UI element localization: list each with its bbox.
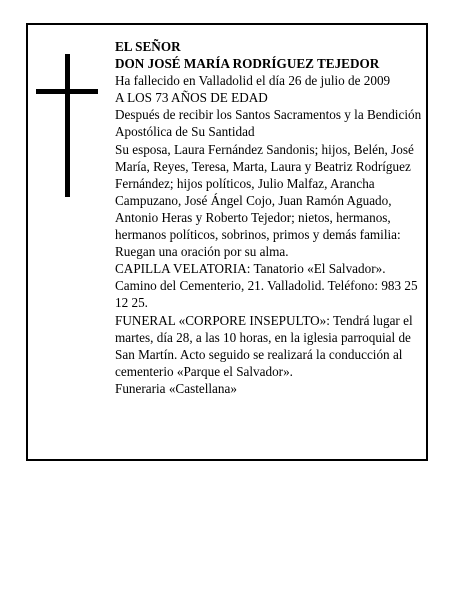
sacraments-text: Después de recibir los Santos Sacramentos y la Bendición Apostólica de Su Santidad <box>115 107 422 140</box>
funeral-home: Funeraria «Castellana» <box>115 380 237 396</box>
death-notice: Ha fallecido en Valladolid el día 26 de julio de 2009 <box>115 73 391 89</box>
latin-cross-icon <box>36 54 98 197</box>
age-at-death: A LOS 73 AÑOS DE EDAD <box>115 90 268 106</box>
funeral-info: FUNERAL «CORPORE INSEPULTO»: Tendrá lugar el martes, día 28, a las 10 horas, en la iglesia parroquial de San Martín. Acto seguido se realizará la conducción al cementerio «Parque el Salvador». <box>115 312 413 379</box>
prayer-request: Ruegan una oración por su alma. <box>115 244 289 260</box>
cross-horizontal-bar <box>36 89 98 94</box>
deceased-title: EL SEÑOR <box>115 39 181 54</box>
family-list: Su esposa, Laura Fernández Sandonis; hijos, Belén, José María, Reyes, Teresa, Marta, Laura y Beatriz Rodríguez Fernández; hijos políticos, Julio Malfaz, Arancha Campuzano, José Ángel Cojo, Juan Ramón Aguado, Antonio Heras y Roberto Tejedor; nietos, hermanos, hermanos políticos, sobrinos, primos y demás familia: <box>115 141 414 243</box>
chapel-info: CAPILLA VELATORIA: Tanatorio «El Salvador». Camino del Cementerio, 21. Valladolid. Teléfono: 983 25 12 25. <box>115 261 418 311</box>
cross-vertical-bar <box>65 54 70 197</box>
deceased-name: DON JOSÉ MARÍA RODRÍGUEZ TEJEDOR <box>115 56 380 72</box>
obituary-text <box>115 38 427 397</box>
